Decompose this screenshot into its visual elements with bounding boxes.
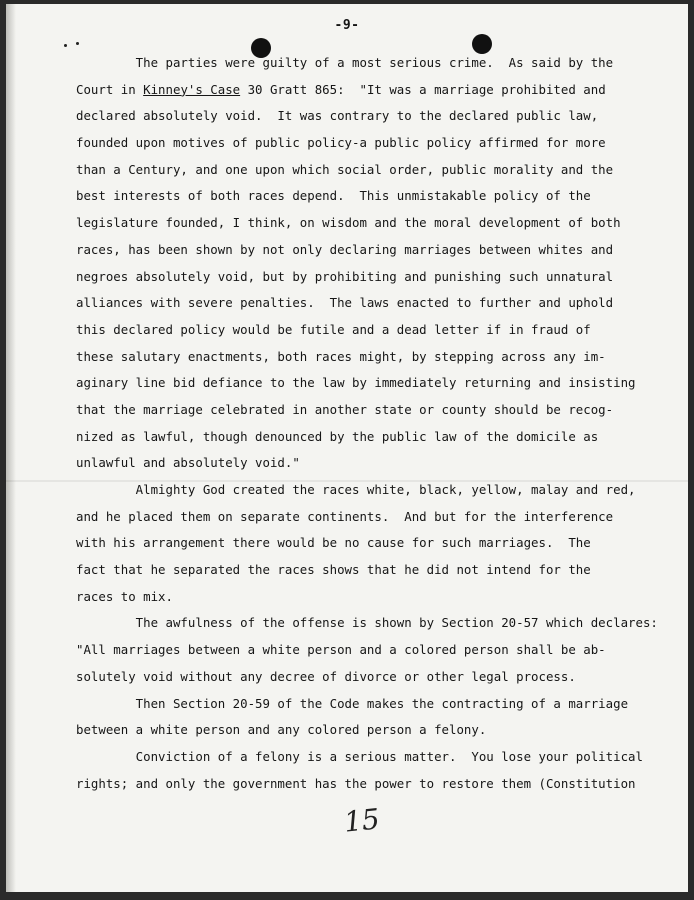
stray-mark — [64, 44, 67, 47]
text-line: Then Section 20-59 of the Code makes the contracting of a marriage — [76, 695, 629, 711]
text-line: alliances with severe penalties. The laws enacted to further and uphold — [76, 295, 614, 311]
text-line: unlawful and absolutely void." — [76, 455, 300, 471]
text-line: this declared policy would be futile and a dead letter if in fraud of — [76, 321, 591, 337]
text-line: best interests of both races depend. This unmistakable policy of the — [76, 188, 591, 204]
text-line: than a Century, and one upon which social order, public morality and the — [76, 161, 614, 177]
text-line: "All marriages between a white person and a colored person shall be ab- — [76, 642, 606, 658]
text-line: The awfulness of the offense is shown by Section 20-57 which declares: — [76, 615, 658, 631]
text-line: negroes absolutely void, but by prohibiting and punishing such unnatural — [76, 268, 614, 284]
text-line: Conviction of a felony is a serious matter. You lose your political — [76, 748, 643, 764]
text-line: aginary line bid defiance to the law by immediately returning and insisting — [76, 375, 636, 391]
text-line: Almighty God created the races white, black, yellow, malay and red, — [76, 482, 636, 497]
text-line: legislature founded, I think, on wisdom and the moral development of both — [76, 215, 621, 231]
body-text — [76, 50, 688, 797]
stray-mark — [76, 42, 79, 45]
text-line: The parties were guilty of a most serious crime. As said by the — [76, 55, 614, 70]
document-page — [6, 4, 688, 892]
page-number: -9- — [334, 18, 360, 33]
text-line: these salutary enactments, both races might, by stepping across any im- — [76, 348, 606, 364]
text-line: solutely void without any decree of divorce or other legal process. — [76, 668, 576, 684]
text-line: founded upon motives of public policy-a public policy affirmed for more — [76, 135, 606, 151]
handwritten-page-annotation: 15 — [342, 802, 382, 839]
text-line: that the marriage celebrated in another state or county should be recog- — [76, 401, 614, 417]
text-line: nized as lawful, though denounced by the public law of the domicile as — [76, 428, 599, 444]
text-line: races to mix. — [76, 588, 173, 604]
underlined-case-name: Kinney's Case — [143, 81, 241, 97]
text-line: between a white person and any colored person a felony. — [76, 722, 487, 738]
text-line: rights; and only the government has the power to restore them (Constitution — [76, 775, 636, 791]
scan-edge — [6, 4, 16, 892]
text-line: fact that he separated the races shows that he did not intend for the — [76, 562, 591, 578]
text-line: declared absolutely void. It was contrary to the declared public law, — [76, 108, 599, 124]
text-line: races, has been shown by not only declaring marriages between whites and — [76, 241, 614, 257]
text-line: Court in Kinney's Case 30 Gratt 865: "It was a marriage prohibited and — [76, 81, 606, 97]
text-line: and he placed them on separate continents. And but for the interference — [76, 508, 614, 524]
text-line: with his arrangement there would be no cause for such marriages. The — [76, 535, 591, 551]
